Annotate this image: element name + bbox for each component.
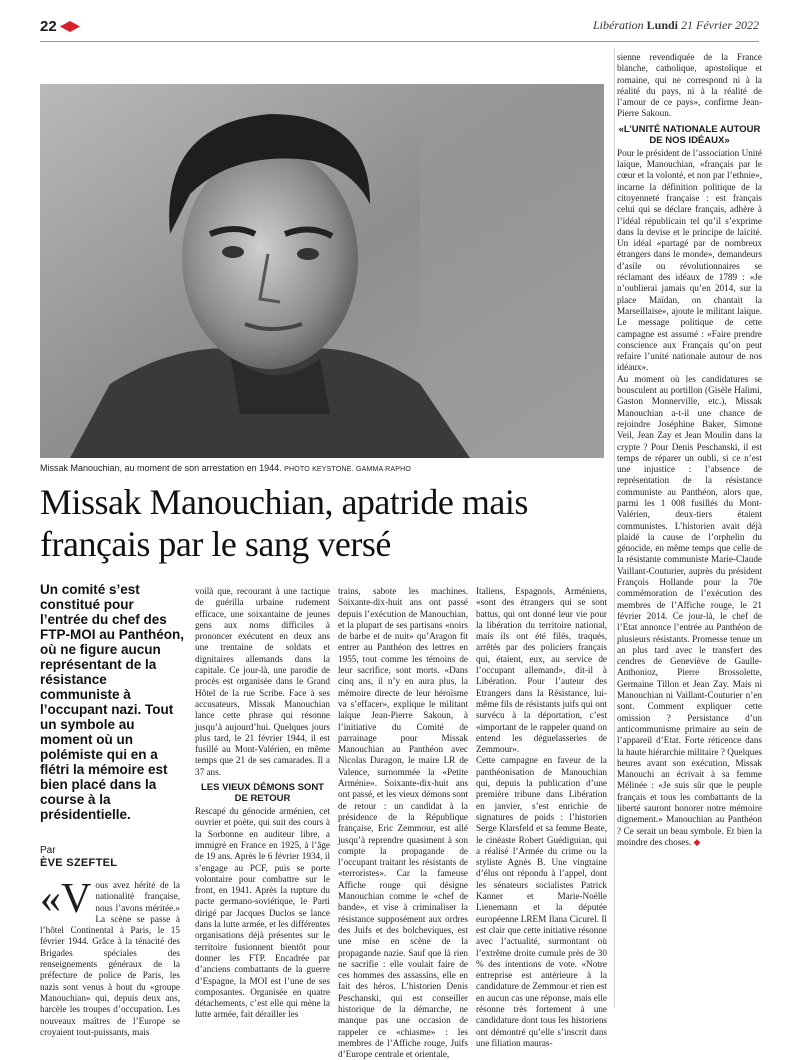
byline: ÈVE SZEFTEL [40, 857, 118, 869]
col2-paragraph-1: voilà que, recourant à une tactique de guérilla urbaine rudement efficace, une soixantaine de jeunes gens aux noms difficiles à prononcer exécutent en deux ans une trentaine de soldats et dignitaires allemands dans la capitale. Ce jour-là, une parodie de procès est organisée dans le Grand Hôtel de la rue Scribe. Face à ses accusateurs, Missak Manouchian lance cette phrase qui résonne jusqu’à aujourd’hui. Quelques jours plus tard, le 21 février 1944, il est fusillé au Mont-Valérien, en même temps que 21 de ses camarades. Il a 37 ans. [195, 586, 330, 777]
col3-paragraph: trains, sabote les machines. Soixante-dix-huit ans ont passé depuis l’exécution de Manouchian, et la plupart de ses partisans «noirs de barbe et de nuit» qu’Aragon fit entrer au Panthéon des lettres en 1955, tout comme les témoins de leur sacrifice, sont morts. «Dans cinq ans, il n’y en aura plus, la mémoire directe de leur héroïsme va s’effacer», explique le militant laïque Jean-Pierre Sakoun, à l’initiative du Comité de parrainage pour Missak Manouchian au Panthéon avec Nicolas Daragon, le maire LR de Valence, surnommée la «Petite Arménie». Soixante-dix-huit ans ont passé, et les vieux démons sont de retour : un candidat à la présidence de la République française, Eric Zemmour, est allé jusqu’à reprendre quasiment à son compte la propagande de l’occupant traitant les résistants de «terroristes». Car la fameuse Affiche rouge qui désigne Manouchian comme le «chef de bande», et vise à criminaliser la résistance supposément aux ordres des Juifs et des bolcheviques, est une mise en scène de la propagande nazie. Sauf que là rien ne sacrifie : elle voulait faire de ces hommes des assassins, elle en fait des héros. L’historien Denis Peschanski, qui est conseiller historique de la démarche, ne manque pas une occasion de rappeler ce «chiasme» : les membres de l’Affiche rouge, Juifs d’Europe centrale et orientale, [338, 586, 468, 1060]
byline-prefix: Par [40, 845, 56, 856]
photo-caption [40, 463, 411, 473]
col5-paragraph-3 [617, 374, 762, 848]
masthead-paper: Libération [592, 18, 644, 32]
article-column-2 [195, 586, 330, 1021]
column-rule [614, 48, 615, 1008]
header-rule [40, 41, 759, 42]
liberation-logo-icon [60, 21, 80, 32]
subheading-vieux-demons: LES VIEUX DÉMONS SONT DE RETOUR [201, 782, 324, 805]
caption-text: Missak Manouchian, au moment de son arrestation en 1944. [40, 463, 282, 473]
lede: Un comité s’est constitué pour l’entrée du chef des FTP-MOI au Panthéon, où ne figure aucun représentant de la résistance communiste à l’occupant nazi. Tout un symbole au moment où un polémiste qui en a flétri la mémoire est bien placé dans la course à la présidentielle. [40, 582, 184, 822]
photo-credit: PHOTO KEYSTONE. GAMMA RAPHO [284, 466, 412, 473]
dropcap: «V [40, 876, 92, 922]
col4-paragraph-1: Italiens, Espagnols, Arméniens, «sont des étrangers qui se sont battus, qui ont donné leur vie pour la libération du territoire national, mais ils ont été filés, traqués, arrêtés par des policiers français qui, étaient, eux, au service de l’occupant allemand», dit-il à Libération. Pour l’auteur des Etrangers dans la Résistance, lui-même fils de résistants juifs qui ont survécu à la déportation, c’est «important de le rappeler quand on entend les déguelasseries de Zemmour». [476, 586, 607, 755]
portrait-image [40, 84, 604, 458]
article-column-5 [617, 52, 762, 848]
article-column-4 [476, 586, 607, 1049]
col5-paragraph-2: Pour le président de l’association Unité laïque, Manouchian, «français par le cœur et la volonté, et non par l’ethnie», incarne la définition politique de la citoyenneté française : est français celui qui se déclare français, adhère à l’idéal républicain tel qu’il s’exprime dans la devise et le principe de laïcité. Un idéal «partagé par de nombreux étrangers dans le monde», demandeurs d’asile ou révolutionnaires se réclamant des idéaux de 1789 : «Je n’oublierai jamais qu’en 2014, sur la place Maïdan, on chantait la Marseillaise», ajoute le militant laïque. Le message politique de cette campagne est assumé : «Faire prendre conscience aux Français qu’on peut refaire l’unité nationale autour de nos idéaux». [617, 147, 762, 373]
col5-paragraph-3-text: Au moment où les candidatures se bousculent au portillon (Gisèle Halimi, Gaston Monnerville, etc.), Missak Manouchian a-t-il une chance de rejoindre Joséphine Baker, Simone Veil, Jean Zay et Jean Moulin dans la crypte ? Pour Denis Peschanski, il est temps de réparer un oubli, si ce n’est une injustice : l’absence de représentation de la résistance communiste au Panthéon, alors que, parmi les 1 008 fusillés du Mont-Valérien, deux-tiers étaient communistes. L’historien avait déjà plaidé la cause de l’orphelin du génocide, en même temps que celle de la résistante communiste Marie-Claude Vaillant-Couturier, auprès du président François Hollande pour la 70e commémoration de l’exécution des membres de l’Affiche rouge, le 21 février 2014. Ce jour-là, le chef de l’Etat annonce l’entrée au Panthéon de plusieurs résistants. Promesse tenue un an plus tard avec le transfert des cendres de Geneviève de Gaulle-Anthonioz, Pierre Brossolette, Germaine Tillon et Jean Zay. Mais ni Manouchian ni Vaillant-Couturier n’en sont. Comment expliquer cette omission ? Persistance d’un anticommunisme primaire au sein de l’appareil d’Etat. Forte réticence dans la haute hiérarchie militaire ? Quelques heures avant son exécution, Missak Manouchi an écrivait à sa femme Mélinée : «Je suis sûr que le peuple français et tous les combattants de la liberté sauront honorer notre mémoire dignement.» Manouchian au Panthéon ? Ce serait un beau symbole. Et bien la moindre des choses. [617, 373, 762, 847]
article-column-1 [40, 876, 180, 1038]
article-column-3 [338, 586, 468, 1060]
portrait-photo [40, 84, 604, 458]
headline: Missak Manouchian, apatride mais français par le sang versé [40, 482, 528, 564]
masthead [593, 18, 759, 33]
masthead-day: Lundi [646, 18, 679, 32]
col5-paragraph-1: sienne revendiquée de la France blanche, catholique, apostolique et romaine, qui ne correspond ni à la réalité du pays, ni à la réalité de l’amour de ce pays», confirme Jean-Pierre Sakoun. [617, 52, 762, 119]
col1-paragraph: ous avez hérité de la nationalité française, nous l’avons méritée.» La scène se passe à l’hôtel Continental à Paris, le 15 février 1944. Grâce à la ténacité des Brigades spéciales des renseignements généraux de la préfecture de police de Paris, les nazis sont venus à bout du «groupe Manouchian» qui, depuis deux ans, harcèle les troupes d’occupation. Les nouveaux maîtres de l’Europe se croyaient tout-puissants, mais [40, 880, 180, 1037]
col2-paragraph-2: Rescapé du génocide arménien, cet ouvrier et poète, qui suit des cours à la Sorbonne en auditeur libre, a immigré en France en 1925, à l’âge de 19 ans. Après le 6 février 1934, il s’engage au PCF, puis se porte volontaire pour combattre sur le front, en 1941. Après la rupture du pacte germano-soviétique, le Parti dirigé par Jacques Duclos se lance dans la lutte armée, et les différentes organisations déjà présentes sur le territoire fusionnent bientôt pour donner les FTP. Encadrée par d’anciens combattants de la guerre d’Espagne, la MOI est l’une de ses composantes. Organisée en quatre détachements, c’est elle qui mène la lutte armée, fait dérailler les [195, 806, 330, 1020]
subheading-unite-nationale: «L’UNITÉ NATIONALE AUTOUR DE NOS IDÉAUX» [618, 123, 761, 146]
masthead-date: 21 Février 2022 [681, 18, 759, 32]
end-mark-icon: ◆ [693, 836, 701, 847]
page-number: 22 [40, 18, 57, 35]
col4-paragraph-2: Cette campagne en faveur de la panthéonisation de Manouchian qui, depuis la publication d’une première tribune dans Libération en janvier, s’est enrichie de signatures de poids : l’historien Serge Klarsfeld et sa femme Beate, le cinéaste Robert Guédiguian, qui a réalisé l’Armée du crime ou la styliste Agnès B. Une vingtaine d’élus ont répondu à l’appel, dont les sénateurs socialistes Patrick Kanner et Marie-Noëlle Lienemann et la députée européenne LREM Ilana Cicurel. Il est clair que cette initiative résonne avec l’actualité, surmontant où l’extrême droite cumule près de 30 % des intentions de vote. «Notre entreprise est antérieure à la candidature de Zemmour et rien est en aucun cas une réponse, mais elle résonne très fortement à une candidature dont tous les historiens ont démontré qu’elle s’inscrit dans une filiation mauras- [476, 755, 607, 1048]
